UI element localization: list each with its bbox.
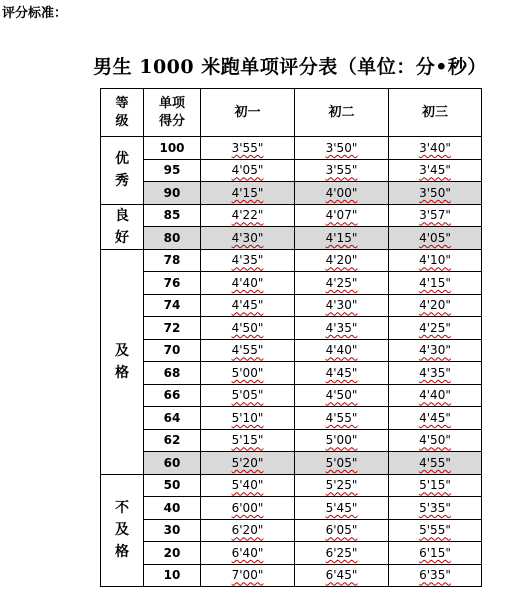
time-cell-grade3: 6'35" <box>389 564 482 587</box>
score-table <box>100 88 482 587</box>
table-row <box>101 137 482 160</box>
time-cell-grade2: 4'40" <box>295 339 389 362</box>
score-cell: 66 <box>144 384 201 407</box>
time-cell-grade2: 5'25" <box>295 474 389 497</box>
time-cell-grade3: 5'55" <box>389 519 482 542</box>
time-cell-grade3: 4'10" <box>389 249 482 272</box>
time-cell-grade3: 4'25" <box>389 317 482 340</box>
time-cell-grade2: 4'20" <box>295 249 389 272</box>
time-cell-grade2: 4'45" <box>295 362 389 385</box>
time-cell-grade2: 4'50" <box>295 384 389 407</box>
table-row <box>101 249 482 272</box>
time-cell-grade1: 5'00" <box>201 362 295 385</box>
time-cell-grade1: 7'00" <box>201 564 295 587</box>
table-row <box>101 474 482 497</box>
table-title: 男生 1000 米跑单项评分表（单位：分•秒） <box>93 56 487 78</box>
time-cell-grade2: 5'45" <box>295 497 389 520</box>
time-cell-grade2: 6'05" <box>295 519 389 542</box>
time-cell-grade3: 4'35" <box>389 362 482 385</box>
time-cell-grade2: 3'55" <box>295 159 389 182</box>
time-cell-grade3: 4'15" <box>389 272 482 295</box>
header-score: 单项 得分 <box>144 89 201 137</box>
table-row <box>101 497 482 520</box>
table-row <box>101 159 482 182</box>
score-cell: 64 <box>144 407 201 430</box>
time-cell-grade2: 3'50" <box>295 137 389 160</box>
header-grade: 等 级 <box>101 89 144 137</box>
table-row <box>101 294 482 317</box>
grade-level-cell: 不 及 格 <box>101 474 144 587</box>
table-row <box>101 452 482 475</box>
time-cell-grade3: 4'05" <box>389 227 482 250</box>
time-cell-grade1: 6'40" <box>201 542 295 565</box>
time-cell-grade2: 5'00" <box>295 429 389 452</box>
time-cell-grade3: 3'45" <box>389 159 482 182</box>
score-cell: 95 <box>144 159 201 182</box>
grade-level-cell: 良 好 <box>101 204 144 249</box>
score-cell: 100 <box>144 137 201 160</box>
time-cell-grade2: 4'15" <box>295 227 389 250</box>
grade-level-cell: 及 格 <box>101 249 144 474</box>
section-heading: 评分标准： <box>2 6 68 21</box>
table-row <box>101 429 482 452</box>
table-row <box>101 204 482 227</box>
score-cell: 50 <box>144 474 201 497</box>
time-cell-grade3: 4'55" <box>389 452 482 475</box>
score-cell: 60 <box>144 452 201 475</box>
time-cell-grade1: 6'00" <box>201 497 295 520</box>
time-cell-grade3: 4'30" <box>389 339 482 362</box>
table-row <box>101 272 482 295</box>
table-row <box>101 384 482 407</box>
time-cell-grade1: 4'50" <box>201 317 295 340</box>
time-cell-grade3: 5'35" <box>389 497 482 520</box>
time-cell-grade2: 6'25" <box>295 542 389 565</box>
time-cell-grade1: 5'15" <box>201 429 295 452</box>
table-row <box>101 182 482 205</box>
header-grade3: 初三 <box>389 89 482 137</box>
score-cell: 85 <box>144 204 201 227</box>
table-row <box>101 564 482 587</box>
time-cell-grade2: 6'45" <box>295 564 389 587</box>
time-cell-grade3: 4'40" <box>389 384 482 407</box>
table-row <box>101 519 482 542</box>
score-cell: 20 <box>144 542 201 565</box>
score-cell: 90 <box>144 182 201 205</box>
time-cell-grade1: 4'55" <box>201 339 295 362</box>
grade-level-cell: 优 秀 <box>101 137 144 205</box>
time-cell-grade3: 3'50" <box>389 182 482 205</box>
score-cell: 74 <box>144 294 201 317</box>
time-cell-grade2: 5'05" <box>295 452 389 475</box>
score-cell: 72 <box>144 317 201 340</box>
time-cell-grade1: 4'30" <box>201 227 295 250</box>
time-cell-grade1: 5'05" <box>201 384 295 407</box>
table-row <box>101 362 482 385</box>
time-cell-grade1: 4'22" <box>201 204 295 227</box>
score-cell: 76 <box>144 272 201 295</box>
time-cell-grade3: 4'50" <box>389 429 482 452</box>
time-cell-grade2: 4'00" <box>295 182 389 205</box>
table-row <box>101 227 482 250</box>
time-cell-grade3: 3'57" <box>389 204 482 227</box>
time-cell-grade1: 5'10" <box>201 407 295 430</box>
table-row <box>101 339 482 362</box>
table-row <box>101 542 482 565</box>
score-cell: 70 <box>144 339 201 362</box>
time-cell-grade2: 4'30" <box>295 294 389 317</box>
time-cell-grade1: 4'35" <box>201 249 295 272</box>
time-cell-grade1: 6'20" <box>201 519 295 542</box>
time-cell-grade1: 4'15" <box>201 182 295 205</box>
score-cell: 62 <box>144 429 201 452</box>
time-cell-grade3: 4'45" <box>389 407 482 430</box>
header-grade2: 初二 <box>295 89 389 137</box>
time-cell-grade2: 4'07" <box>295 204 389 227</box>
table-row <box>101 317 482 340</box>
time-cell-grade1: 5'40" <box>201 474 295 497</box>
time-cell-grade1: 3'55" <box>201 137 295 160</box>
time-cell-grade2: 4'55" <box>295 407 389 430</box>
time-cell-grade3: 3'40" <box>389 137 482 160</box>
score-cell: 78 <box>144 249 201 272</box>
time-cell-grade3: 6'15" <box>389 542 482 565</box>
time-cell-grade1: 5'20" <box>201 452 295 475</box>
time-cell-grade1: 4'45" <box>201 294 295 317</box>
score-cell: 68 <box>144 362 201 385</box>
score-cell: 40 <box>144 497 201 520</box>
score-cell: 30 <box>144 519 201 542</box>
header-grade1: 初一 <box>201 89 295 137</box>
score-cell: 80 <box>144 227 201 250</box>
time-cell-grade1: 4'05" <box>201 159 295 182</box>
time-cell-grade2: 4'25" <box>295 272 389 295</box>
time-cell-grade1: 4'40" <box>201 272 295 295</box>
score-cell: 10 <box>144 564 201 587</box>
table-row <box>101 407 482 430</box>
time-cell-grade2: 4'35" <box>295 317 389 340</box>
header-row <box>101 89 482 137</box>
time-cell-grade3: 5'15" <box>389 474 482 497</box>
time-cell-grade3: 4'20" <box>389 294 482 317</box>
